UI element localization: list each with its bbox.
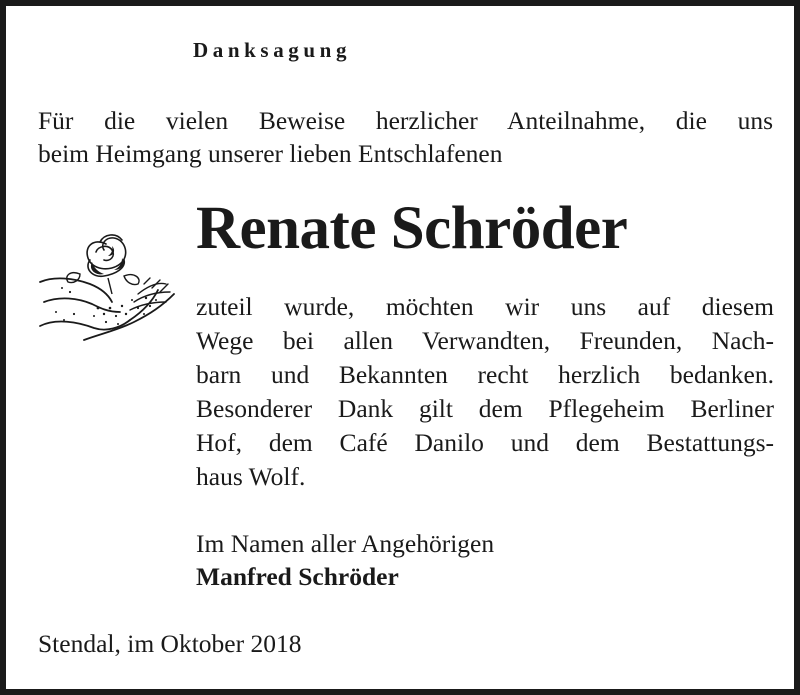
body-line-3: barn und Bekannten recht herzlich bedanken. <box>196 360 774 389</box>
body-line-2: Wege bei allen Verwandten, Freunden, Nach- <box>196 326 774 355</box>
rose-in-hands-icon <box>34 222 184 346</box>
intro-text <box>38 104 773 170</box>
closing-block <box>196 527 494 593</box>
notice-heading: Danksagung <box>193 38 352 62</box>
closing-line: Im Namen aller Angehörigen <box>196 529 495 558</box>
place-date: Stendal, im Oktober 2018 <box>38 629 302 658</box>
body-line-1: zuteil wurde, möchten wir uns auf diesem <box>196 292 774 321</box>
intro-line-2: beim Heimgang unserer lieben Entschlafenen <box>38 139 503 168</box>
signer-name: Manfred Schröder <box>196 562 399 591</box>
body-line-6: haus Wolf. <box>196 462 306 491</box>
deceased-name: Renate Schröder <box>196 195 628 262</box>
intro-line-1: Für die vielen Beweise herzlicher Anteilnahme, die uns <box>38 106 773 135</box>
body-text <box>196 290 774 494</box>
body-line-5: Hof, dem Café Danilo und dem Bestattungs- <box>196 428 774 457</box>
body-line-4: Besonderer Dank gilt dem Pflegeheim Berliner <box>196 394 774 423</box>
